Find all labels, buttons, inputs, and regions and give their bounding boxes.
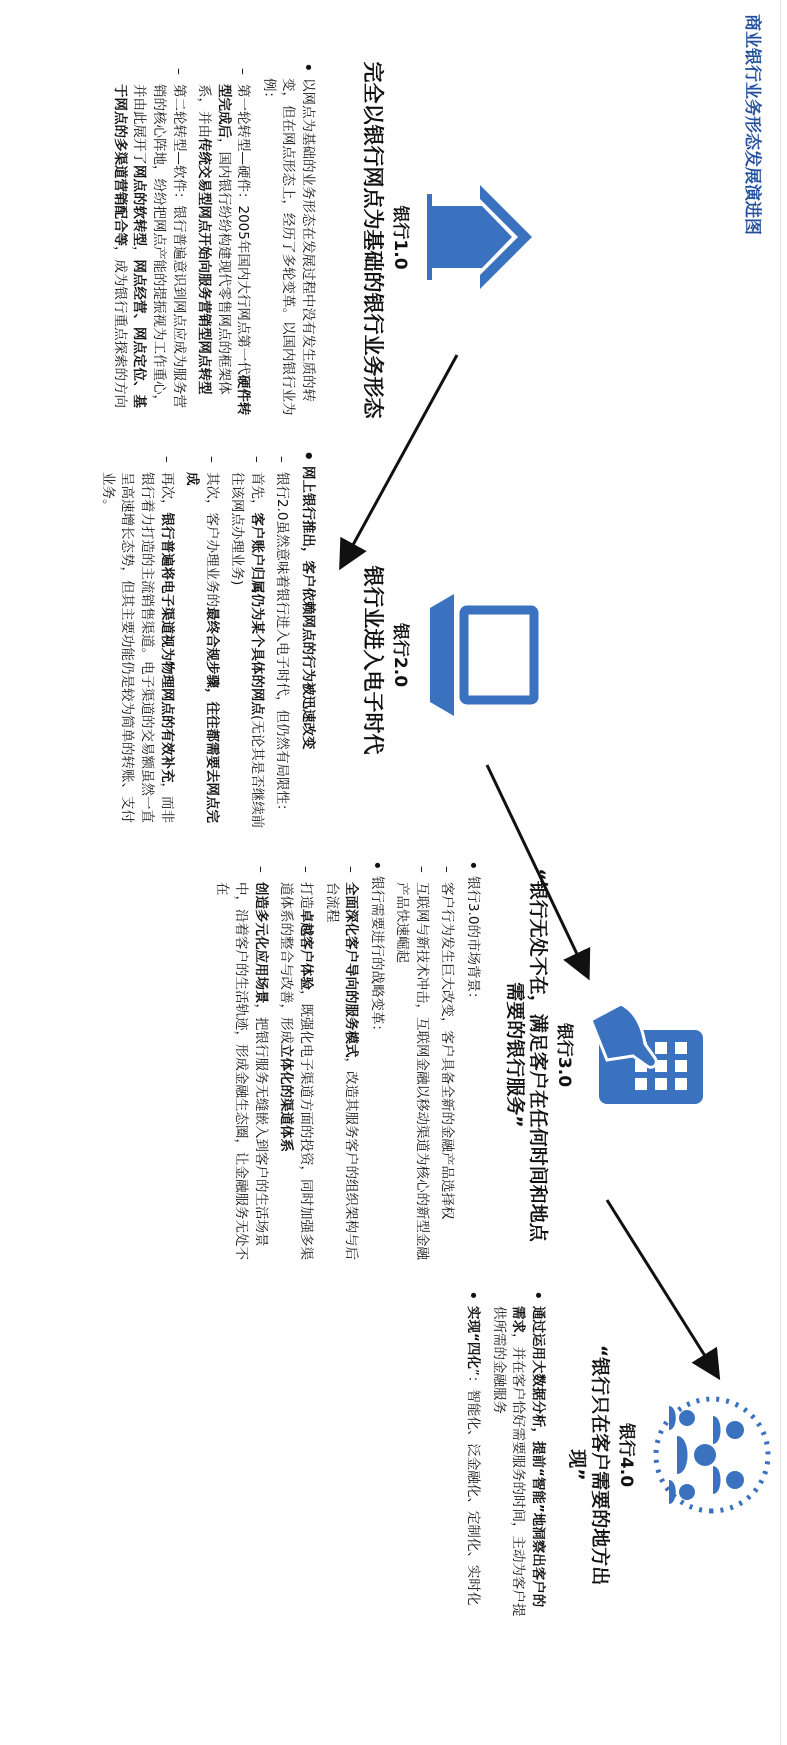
tablet-touch-icon bbox=[587, 1000, 707, 1110]
stage-1-body bbox=[103, 62, 317, 417]
stage-4-body bbox=[457, 1290, 547, 1620]
stage-1-point-2: – 第二轮转型—软件：银行普遍意识到网点应成为服务营销的核心阵地，纷纷把网点产能的提振视为工作重心，并由此展开了网点的软转型，网点经营、网点定位、基于网点的多渠道营销配合等，成为银行重点探索的方向 bbox=[109, 62, 187, 417]
stage-2-intro: – 银行2.0虽然意味着银行进入电子时代，但仍然有局限性： bbox=[272, 450, 292, 835]
stage-3-context-label: • 银行3.0的市场背景： bbox=[462, 860, 482, 1260]
stage-2-point-3: – 再次，银行普遍将电子渠道视为物理网点的有效补充，而非银行着力打造的主流销售渠道。电子渠道的交易额虽然一直呈高速增长态势，但其主要功能仍是较为简单的转账、支付业务。 bbox=[97, 450, 175, 835]
stage-3-strategy-3: – 创造多元化应用场景，把银行服务无缝嵌入到客户的生活场景中，沿着客户的生活轨迹，形成金融生态圈，让金融服务无处不在 bbox=[211, 860, 270, 1260]
stage-4-point-2: • 实现“四化”：智能化、泛金融化、定制化、实时化 bbox=[463, 1290, 483, 1620]
stage-3-strategy-label: • 银行需要进行的战略变革： bbox=[366, 860, 386, 1260]
stage-3-body bbox=[205, 860, 482, 1260]
bank-building-icon bbox=[422, 180, 542, 295]
arrow-3-to-4 bbox=[607, 1200, 717, 1375]
stage-1-title: 完全以银行网点为基础的银行业务形态 bbox=[361, 61, 385, 419]
stage-3-strategy-2: – 打造卓越客户体验，既强化电子渠道方面的投资，同时加强多渠道体系的整合与改善，形成立体化的渠道体系 bbox=[276, 860, 315, 1260]
stage-4-label: 银行4.0 bbox=[616, 1422, 636, 1488]
stage-3-label: 银行3.0 bbox=[554, 1022, 574, 1088]
stage-3-title: “银行无处不在，满足客户在任何时间和地点需要的银行服务” bbox=[504, 868, 549, 1242]
stage-2-point-1: – 首先，客户账户归属仍为某个具体的网点(无论其是否继续前往该网点办理业务) bbox=[227, 450, 266, 835]
stage-3-strategy-1: – 全面深化客户导向的服务模式，改造其服务客户的组织架构与后台流程 bbox=[321, 860, 360, 1260]
stage-4-point-1: • 通过运用大数据分析，提前“智能”地洞察出客户的需求，并在客户恰好需要服务的时间，主动为客户提供所需的金融服务 bbox=[488, 1290, 547, 1620]
laptop-icon bbox=[422, 590, 542, 720]
stage-2-heading: • 网上银行推出，客户依赖网点的行为被迅速改变 bbox=[297, 450, 317, 835]
stage-1-intro: • 以网点为基础的业务形态在发展过程中没有发生质的转变，但在网点形态上，经历了多轮变革。以国内银行业为例： bbox=[258, 62, 317, 417]
stage-2-body bbox=[91, 450, 317, 835]
stage-2-label: 银行2.0 bbox=[390, 622, 410, 688]
stage-4-title: “银行只在客户需要的地方出现” bbox=[566, 1344, 611, 1586]
page-title: 商业银行业务形态发展演进图 bbox=[742, 14, 762, 235]
stage-3-context-1: – 客户行为发生巨大改变，客户具备全新的金融产品选择权 bbox=[437, 860, 457, 1260]
people-network-icon bbox=[647, 1390, 777, 1520]
stage-1-point-1: – 第一轮转型—硬件：2005年国内大行网点第一代硬件转型完成后，国内银行纷纷构建现代零售网点的框架体系，并由传统交易型网点开始向服务营销型网点转型 bbox=[194, 62, 253, 417]
stage-1-label: 银行1.0 bbox=[390, 205, 410, 270]
stage-2-point-2: – 其次，客户办理业务的最终合规步骤，往往都需要去网点完成 bbox=[182, 450, 221, 835]
stage-2-title: 银行业进入电子时代 bbox=[361, 565, 385, 755]
stage-3-context-2: – 互联网与新技术冲击，互联网金融以移动渠道为核心的新型金融产品快速崛起 bbox=[392, 860, 431, 1260]
